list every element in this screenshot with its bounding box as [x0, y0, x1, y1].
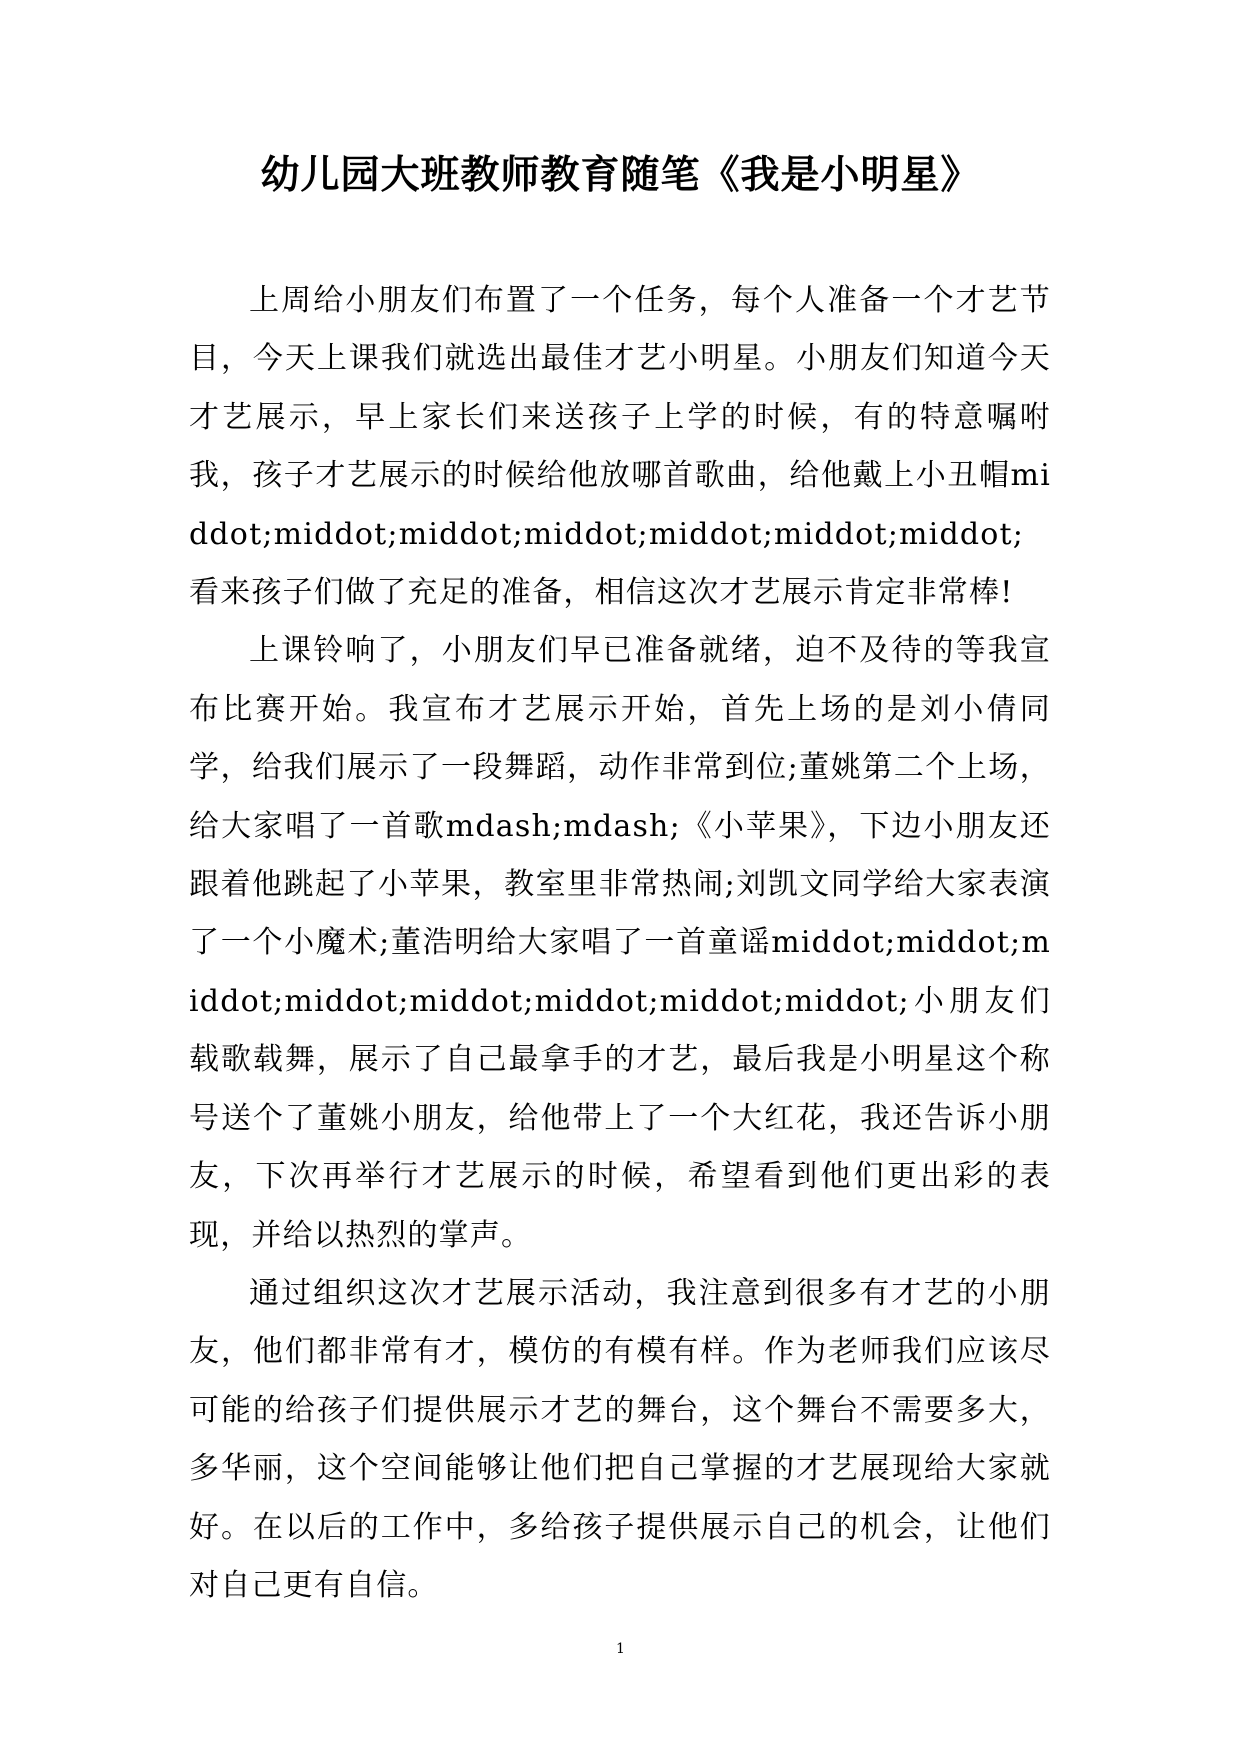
paragraph-3: 通过组织这次才艺展示活动，我注意到很多有才艺的小朋友，他们都非常有才，模仿的有模有样。作为老师我们应该尽可能的给孩子们提供展示才艺的舞台，这个舞台不需要多大，多华丽，这个空间能够让他们把自己掌握的才艺展现给大家就好。在以后的工作中，多给孩子提供展示自己的机会，让他们对自己更有自信。: [189, 1275, 1051, 1603]
document-body: [189, 272, 1051, 1615]
page-number: 1: [616, 1641, 625, 1657]
paragraph-1: 上周给小朋友们布置了一个任务，每个人准备一个才艺节目，今天上课我们就选出最佳才艺小明星。小朋友们知道今天才艺展示，早上家长们来送孩子上学的时候，有的特意嘱咐我，孩子才艺展示的时候给他放哪首歌曲，给他戴上小丑帽middot;middot;middot;middot;middot;middot;middot;看来孩子们做了充足的准备，相信这次才艺展示肯定非常棒!: [189, 283, 1051, 611]
paragraph-2: 上课铃响了，小朋友们早已准备就绪，迫不及待的等我宣布比赛开始。我宣布才艺展示开始，首先上场的是刘小倩同学，给我们展示了一段舞蹈，动作非常到位;董姚第二个上场，给大家唱了一首歌mdash;mdash;《小苹果》，下边小朋友还跟着他跳起了小苹果，教室里非常热闹;刘凯文同学给大家表演了一个小魔术;董浩明给大家唱了一首童谣middot;middot;middot;middot;middot;middot;middot;middot;小朋友们载歌载舞，展示了自己最拿手的才艺，最后我是小明星这个称号送个了董姚小朋友，给他带上了一个大红花，我还告诉小朋友，下次再举行才艺展示的时候，希望看到他们更出彩的表现，并给以热烈的掌声。: [189, 633, 1051, 1253]
document-title: 幼儿园大班教师教育随笔《我是小明星》: [260, 153, 981, 198]
